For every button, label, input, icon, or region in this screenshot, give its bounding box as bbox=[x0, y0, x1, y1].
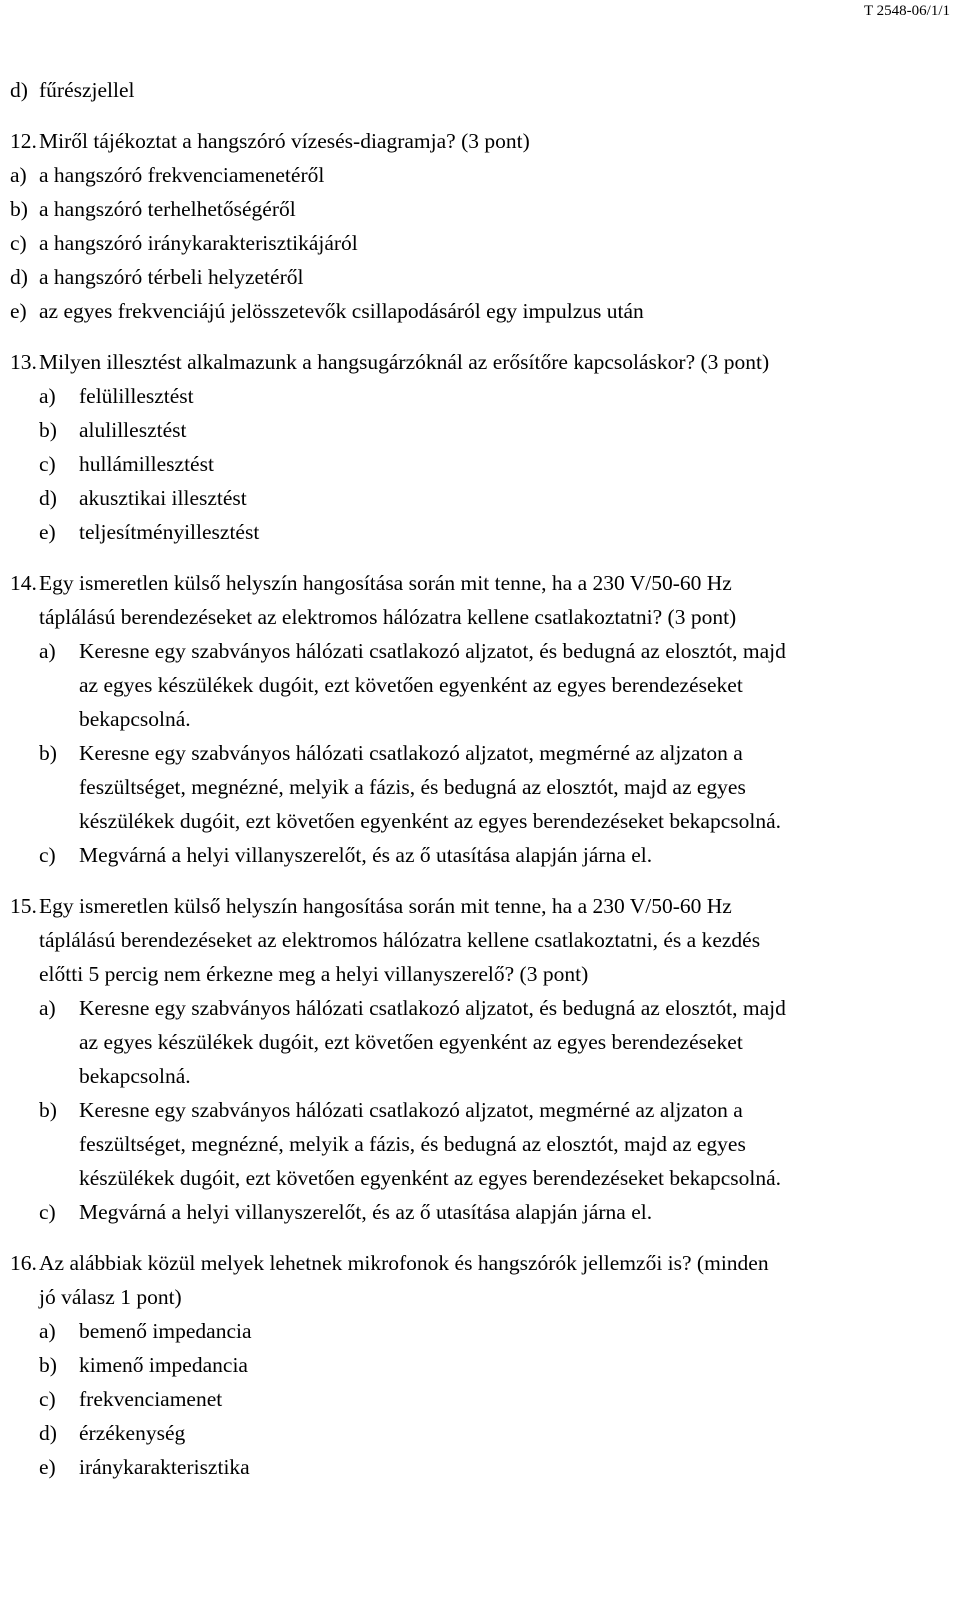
option-letter: e) bbox=[10, 299, 27, 323]
option-text: az egyes készülékek dugóit, ezt követően egyenként az egyes berendezéseket bbox=[79, 1030, 743, 1054]
answer-option bbox=[10, 158, 945, 192]
answer-option bbox=[10, 736, 945, 770]
option-text: Megvárná a helyi villanyszerelőt, és az ő utasítása alapján járna el. bbox=[79, 843, 653, 867]
answer-option bbox=[10, 1314, 945, 1348]
answer-option bbox=[10, 1348, 945, 1382]
question-text: jó válasz 1 pont) bbox=[39, 1285, 182, 1309]
exam-content bbox=[10, 73, 945, 1484]
answer-option bbox=[10, 447, 945, 481]
option-letter: c) bbox=[10, 231, 27, 255]
option-text: bemenő impedancia bbox=[79, 1319, 252, 1343]
option-letter: c) bbox=[39, 1387, 56, 1411]
option-letter: b) bbox=[39, 418, 57, 442]
question-number: 14. bbox=[10, 571, 37, 595]
option-letter: b) bbox=[39, 741, 57, 765]
answer-option bbox=[10, 1416, 945, 1450]
option-letter: d) bbox=[10, 265, 28, 289]
answer-option bbox=[10, 634, 945, 668]
answer-option bbox=[10, 991, 945, 1025]
option-text: hullámillesztést bbox=[79, 452, 214, 476]
option-text: iránykarakterisztika bbox=[79, 1455, 250, 1479]
option-text: az egyes frekvenciájú jelösszetevők csillapodásáról egy impulzus után bbox=[39, 299, 644, 323]
option-text: készülékek dugóit, ezt követően egyenként az egyes berendezéseket bekapcsolná. bbox=[79, 1166, 782, 1190]
answer-option bbox=[10, 192, 945, 226]
answer-option bbox=[10, 379, 945, 413]
answer-option bbox=[10, 294, 945, 328]
question-number: 12. bbox=[10, 129, 37, 153]
option-letter: d) bbox=[39, 1421, 57, 1445]
answer-option bbox=[10, 1195, 945, 1229]
option-letter: e) bbox=[39, 520, 56, 544]
option-text: feszültséget, megnézné, melyik a fázis, és bedugná az elosztót, majd az egyes bbox=[79, 775, 746, 799]
option-letter: a) bbox=[39, 639, 56, 663]
option-text: felülillesztést bbox=[79, 384, 194, 408]
option-letter: d) bbox=[10, 78, 28, 102]
option-letter: a) bbox=[10, 163, 27, 187]
option-letter: d) bbox=[39, 486, 57, 510]
question-text: Egy ismeretlen külső helyszín hangosítása során mit tenne, ha a 230 V/50-60 Hz bbox=[39, 894, 732, 918]
answer-option bbox=[10, 515, 945, 549]
page-code: T 2548-06/1/1 bbox=[864, 3, 950, 19]
question-text: előtti 5 percig nem érkezne meg a helyi villanyszerelő? (3 pont) bbox=[39, 962, 589, 986]
option-text: Keresne egy szabványos hálózati csatlakozó aljzatot, megmérné az aljzaton a bbox=[79, 741, 743, 765]
question-text: Egy ismeretlen külső helyszín hangosítása során mit tenne, ha a 230 V/50-60 Hz bbox=[39, 571, 732, 595]
answer-option bbox=[10, 1093, 945, 1127]
option-letter: a) bbox=[39, 996, 56, 1020]
option-letter: c) bbox=[39, 843, 56, 867]
option-text: a hangszóró terhelhetőségéről bbox=[39, 197, 296, 221]
option-text: Keresne egy szabványos hálózati csatlakozó aljzatot, és bedugná az elosztót, majd bbox=[79, 639, 786, 663]
option-letter: b) bbox=[10, 197, 28, 221]
option-text: frekvenciamenet bbox=[79, 1387, 223, 1411]
answer-option bbox=[10, 1450, 945, 1484]
option-text: a hangszóró frekvenciamenetéről bbox=[39, 163, 325, 187]
answer-option bbox=[10, 226, 945, 260]
question-number: 16. bbox=[10, 1251, 37, 1275]
option-text: akusztikai illesztést bbox=[79, 486, 247, 510]
answer-option bbox=[10, 481, 945, 515]
question-14 bbox=[10, 566, 945, 872]
option-text: feszültséget, megnézné, melyik a fázis, és bedugná az elosztót, majd az egyes bbox=[79, 1132, 746, 1156]
option-text: a hangszóró iránykarakterisztikájáról bbox=[39, 231, 358, 255]
question-12 bbox=[10, 124, 945, 328]
option-text: a hangszóró térbeli helyzetéről bbox=[39, 265, 304, 289]
question-number: 13. bbox=[10, 350, 37, 374]
option-text: teljesítményillesztést bbox=[79, 520, 260, 544]
question-text: Az alábbiak közül melyek lehetnek mikrofonok és hangszórók jellemzői is? (minden bbox=[39, 1251, 769, 1275]
option-letter: b) bbox=[39, 1353, 57, 1377]
answer-option bbox=[10, 260, 945, 294]
question-13 bbox=[10, 345, 945, 549]
option-text: az egyes készülékek dugóit, ezt követően egyenként az egyes berendezéseket bbox=[79, 673, 743, 697]
option-text: alulillesztést bbox=[79, 418, 187, 442]
answer-option bbox=[10, 838, 945, 872]
option-text: kimenő impedancia bbox=[79, 1353, 248, 1377]
option-text: Keresne egy szabványos hálózati csatlakozó aljzatot, és bedugná az elosztót, majd bbox=[79, 996, 786, 1020]
option-text: készülékek dugóit, ezt követően egyenként az egyes berendezéseket bekapcsolná. bbox=[79, 809, 782, 833]
question-text: Miről tájékoztat a hangszóró vízesés-diagramja? (3 pont) bbox=[39, 129, 530, 153]
option-text: Megvárná a helyi villanyszerelőt, és az ő utasítása alapján járna el. bbox=[79, 1200, 653, 1224]
option-letter: e) bbox=[39, 1455, 56, 1479]
option-text: fűrészjellel bbox=[39, 78, 135, 102]
option-letter: c) bbox=[39, 452, 56, 476]
question-16 bbox=[10, 1246, 945, 1484]
option-letter: b) bbox=[39, 1098, 57, 1122]
option-text: érzékenység bbox=[79, 1421, 186, 1445]
question-text: táplálású berendezéseket az elektromos hálózatra kellene csatlakoztatni, és a kezdés bbox=[39, 928, 761, 952]
option-text: Keresne egy szabványos hálózati csatlakozó aljzatot, megmérné az aljzaton a bbox=[79, 1098, 743, 1122]
option-text: bekapcsolná. bbox=[79, 1064, 191, 1088]
question-text: táplálású berendezéseket az elektromos hálózatra kellene csatlakoztatni? (3 pont) bbox=[39, 605, 737, 629]
question-text: Milyen illesztést alkalmazunk a hangsugárzóknál az erősítőre kapcsoláskor? (3 pont) bbox=[39, 350, 770, 374]
question-15 bbox=[10, 889, 945, 1229]
answer-option bbox=[10, 73, 945, 107]
question-number: 15. bbox=[10, 894, 37, 918]
answer-option bbox=[10, 413, 945, 447]
answer-option bbox=[10, 1382, 945, 1416]
option-text: bekapcsolná. bbox=[79, 707, 191, 731]
option-letter: c) bbox=[39, 1200, 56, 1224]
option-letter: a) bbox=[39, 1319, 56, 1343]
option-letter: a) bbox=[39, 384, 56, 408]
